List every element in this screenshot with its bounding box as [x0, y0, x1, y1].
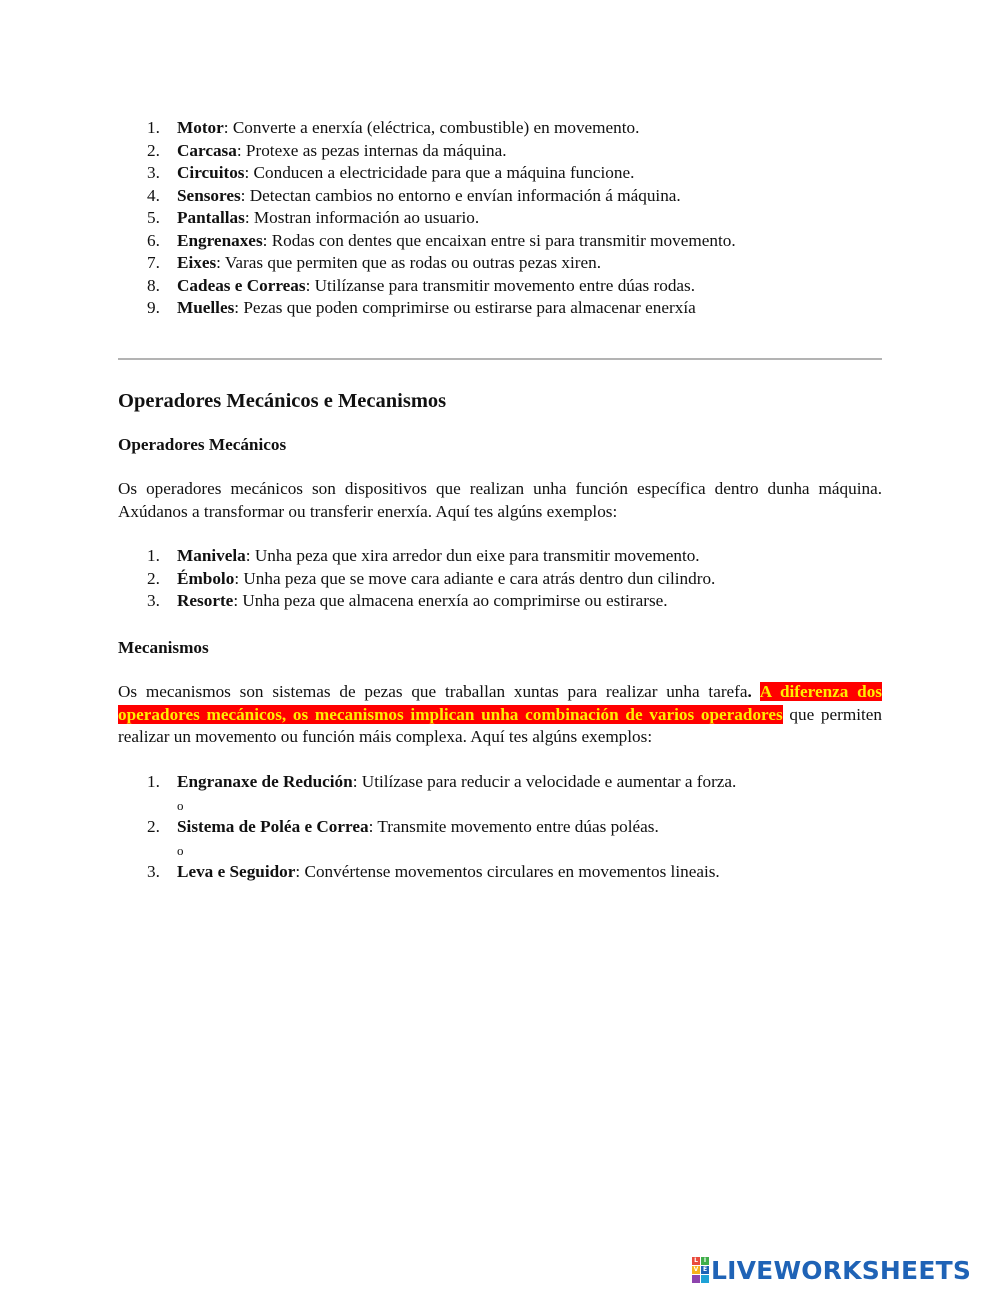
list-item-term: Cadeas e Correas — [177, 275, 306, 295]
mechanisms-list — [118, 771, 882, 884]
list-item-term: Carcasa — [177, 140, 237, 160]
list-item: 6. Engrenaxes: Rodas con dentes que encaixan entre si para transmitir movemento. — [147, 230, 736, 250]
list-item: 2. Sistema de Poléa e Correa: Transmite movemento entre dúas poléas. — [147, 816, 659, 836]
section-divider — [118, 358, 882, 360]
sub-bullet: o — [177, 843, 184, 858]
list-item: 5. Pantallas: Mostran información ao usuario. — [147, 208, 480, 227]
sub-bullet: o — [177, 798, 184, 813]
list-item: 1. Engranaxe de Redución: Utilízase para reducir a velocidade e aumentar a forza. — [147, 771, 737, 791]
highlighted-text: A diferenza dos operadores mecánicos, os mecanismos implican unha combinación de varios operadores — [118, 682, 882, 724]
list-item-term: Sistema de Poléa e Correa — [177, 816, 369, 836]
list-item-term: Pantallas — [177, 208, 245, 227]
list-item-term: Sensores — [177, 185, 241, 205]
list-item: 1. Motor: Converte a enerxía (eléctrica, combustible) en movemento. — [147, 118, 640, 137]
list-item: 2. Émbolo: Unha peza que se move cara adiante e cara atrás dentro dun cilindro. — [147, 568, 716, 588]
operators-paragraph: Os operadores mecánicos son dispositivos que realizan unha función específica dentro dunha máquina. Axúdanos a transformar ou transferir enerxía. Aquí tes algúns exemplos: — [118, 479, 882, 521]
liveworksheets-logo — [692, 1254, 971, 1286]
operators-title: Operadores Mecánicos — [118, 434, 287, 454]
list-item-term: Muelles — [177, 298, 235, 317]
operators-list — [118, 545, 882, 613]
list-item-term: Resorte — [177, 591, 234, 610]
list-item: 3. Resorte: Unha peza que almacena enerxía ao comprimirse ou estirarse. — [147, 591, 668, 610]
list-item: 3. Leva e Seguidor: Convértense movementos circulares en movementos lineais. — [147, 861, 720, 881]
components-list — [118, 117, 882, 320]
list-item: 1. Manivela: Unha peza que xira arredor dun eixe para transmitir movemento. — [147, 546, 700, 565]
list-item-term: Motor — [177, 118, 224, 137]
logo-icon: L I V E — [692, 1257, 708, 1283]
list-item-term: Leva e Seguidor — [177, 861, 296, 881]
list-item: 7. Eixes: Varas que permiten que as rodas ou outras pezas xiren. — [147, 253, 602, 272]
list-item-term: Émbolo — [177, 568, 235, 588]
list-item: 3. Circuitos: Conducen a electricidade para que a máquina funcione. — [147, 163, 635, 182]
list-item: 4. Sensores: Detectan cambios no entorno e envían información á máquina. — [147, 185, 681, 205]
list-item: 9. Muelles: Pezas que poden comprimirse ou estirarse para almacenar enerxía — [147, 298, 696, 317]
mechanisms-paragraph: Os mecanismos son sistemas de pezas que traballan xuntas para realizar unha tarefa. A diferenza dos operadores mecánicos, os mecanismos implican unha combinación de varios operadores que permiten realizar un movemento ou función máis complexa. Aquí tes algúns exemplos: — [118, 682, 882, 746]
document-page — [118, 117, 882, 883]
list-item-term: Engranaxe de Redución — [177, 771, 353, 791]
list-item: 8. Cadeas e Correas: Utilízanse para transmitir movemento entre dúas rodas. — [147, 275, 696, 295]
list-item-term: Engrenaxes — [177, 230, 263, 250]
list-item-term: Manivela — [177, 546, 246, 565]
mechanisms-title: Mecanismos — [118, 637, 209, 657]
section-title: Operadores Mecánicos e Mecanismos — [118, 389, 447, 412]
logo-text: LIVEWORKSHEETS — [711, 1255, 972, 1285]
list-item: 2. Carcasa: Protexe as pezas internas da máquina. — [147, 140, 507, 160]
list-item-term: Circuitos — [177, 163, 245, 182]
list-item-term: Eixes — [177, 253, 217, 272]
